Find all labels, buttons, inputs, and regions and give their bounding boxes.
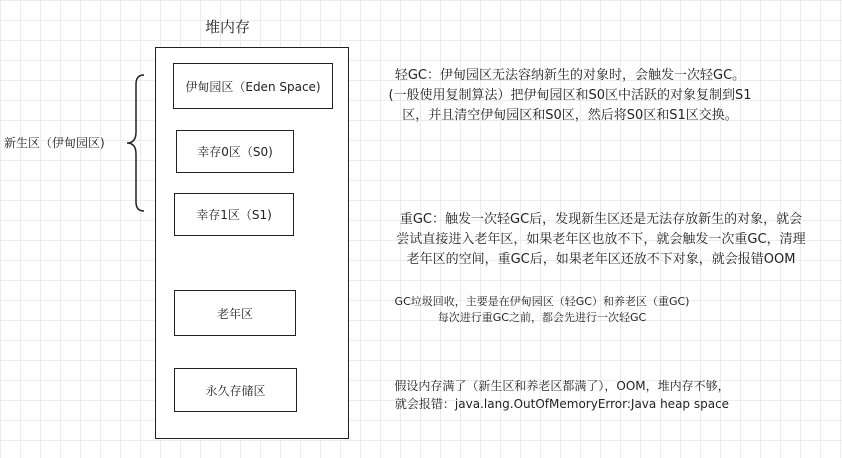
full-gc-line-3: 老年区的空间，重GC后，如果老年区还放不下对象，就会报错OOM [406,252,796,267]
oom-note [362,377,762,413]
minor-gc-note [360,66,780,126]
heap-title: 堆内存 [205,18,251,36]
gc-scope-note [362,294,722,326]
gc-scope-line-1: GC垃圾回收，主要是在伊甸园区（轻GC）和养老区（重GC) [394,295,690,308]
survivor-0-box [176,130,294,173]
full-gc-line-2: 尝试直接进入老年区，如果老年区也放不下，就会触发一次重GC，清理 [396,232,806,247]
eden-space-box [173,63,333,109]
eden-space-label: 伊甸园区（Eden Space) [185,79,321,94]
minor-gc-line-3: 区，并且清空伊甸园区和S0区，然后将S0区和S1区交换。 [402,108,738,123]
oom-line-1: 假设内存满了（新生区和养老区都满了），OOM，堆内存不够， [394,379,730,393]
minor-gc-line-1: 轻GC：伊甸园区无法容纳新生的对象时，会触发一次轻GC。 [394,68,746,83]
permanent-generation-label: 永久存储区 [205,383,266,398]
full-gc-line-1: 重GC：触发一次轻GC后，发现新生区还是无法存放新生的对象，就会 [399,212,803,227]
minor-gc-line-2: (一般使用复制算法）把伊甸园区和S0区中活跃的对象复制到S1 [388,88,752,103]
old-generation-label: 老年区 [216,306,253,321]
gc-scope-line-2: 每次进行重GC之前，都会先进行一次轻GC [437,311,647,324]
curly-brace-icon [126,74,148,212]
survivor-1-box [174,193,294,236]
survivor-0-label: 幸存0区（S0) [197,145,273,159]
young-generation-label: 新生区（伊甸园区) [4,136,105,150]
full-gc-note [366,210,836,270]
permanent-generation-box [174,368,297,412]
oom-line-2: 就会报错：java.lang.OutOfMemoryError:Java heap space [394,397,730,411]
survivor-1-label: 幸存1区（S1) [196,208,272,222]
old-generation-box [174,290,296,336]
